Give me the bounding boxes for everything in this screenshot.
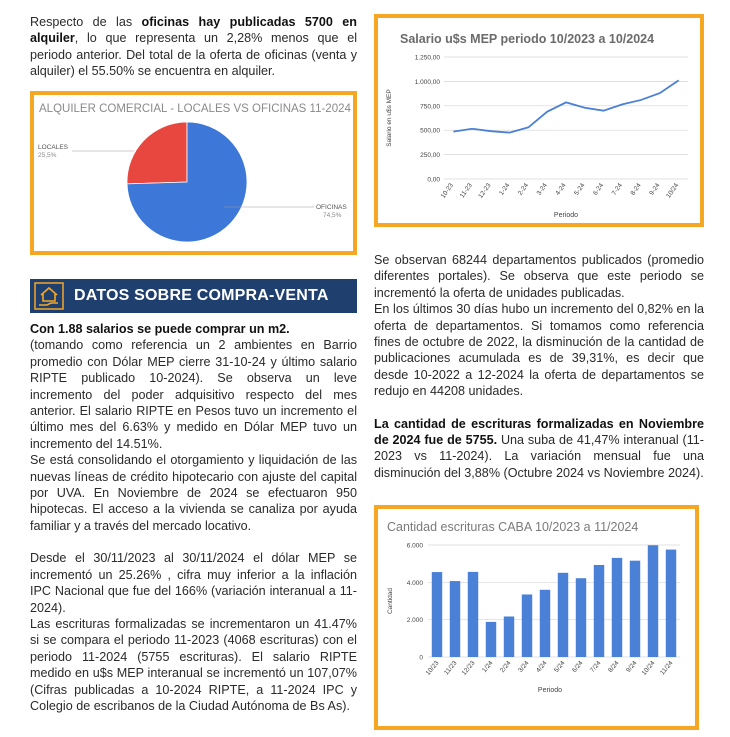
line-ytick-label: 1.000,00 [414,78,440,86]
bar-xtick-label: 8/24 [607,659,621,674]
left-body-text [30,321,357,714]
intro-text-pre: Respecto de las [30,15,142,29]
bar-7-24 [594,565,604,657]
intro-text-bold: oficinas hay publicadas 5700 en alquiler [30,15,357,46]
bar-10-24 [648,545,658,657]
right-paragraph-2: En los últimos 30 días hubo un incremento del 0,82% en la oferta de departamentos. Si tomamos como referencia fines de octubre de 2022, la disminución de la cantidad de publicaciones acumulada es de 39,31%, es decir que desde 10-2022 a 12-2024 la oferta de departamentos se redujo en 44208 unidades. [374,302,704,399]
bar-xtick-label: 6/24 [571,659,585,674]
bar-xtick-label: 4/24 [535,659,549,674]
bar-chart [378,509,695,726]
bar-xtick-label: 12/23 [460,659,477,677]
pie-value-oficinas: 74,5% [323,212,342,219]
pie-chart-title: ALQUILER COMERCIAL - LOCALES VS OFICINAS 11-2024 [39,103,351,115]
right-paragraph-3-rest: Una suba de 41,47% interanual (11-2023 vs 11-2024). La variación mensual fue una disminución del 3,88% (Octubre 2024 vs Noviembre 2024). [374,433,704,480]
line-series [453,80,678,132]
line-xtick-label: 11-23 [458,182,474,200]
bar-1-24 [486,622,496,657]
line-ytick-label: 500,00 [420,127,440,135]
line-xtick-label: 4-24 [554,182,568,197]
right-body-text [374,252,704,481]
bar-9-24 [630,561,640,657]
left-paragraph-2: Se está consolidando el otorgamiento y liquidación de las nuevas líneas de crédito hipotecario con ajuste del capital por UVA. En Noviembre de 2024 se efectuaron 950 hipotecas. El acceso a la vivienda se canaliza por ayuda familiar y a través del mercado locativo. [30,453,357,533]
left-paragraph-1: (tomando como referencia un 2 ambientes en Barrio promedio con Dólar MEP cierre 31-10-24 y último salario RIPTE publicado 10-2024). Se observa un leve incremento del poder adquisitivo respecto del mes anterior. El salario RIPTE en Pesos tuvo un incremento el último mes del 6.63% y medido en Dólar MEP tuvo un incremento del 14.51%. [30,338,357,451]
bar-chart-frame [374,505,699,730]
line-xtick-label: 7-24 [610,182,624,197]
line-chart-frame [374,14,704,227]
pie-slice-locales [127,122,187,184]
bar-xtick-label: 2/24 [499,659,513,674]
right-paragraph-1: Se observan 68244 departamentos publicados (promedio diferentes portales). Se observa que este periodo se incrementó la oferta de unidades publicadas. [374,253,704,300]
bar-ytick-label: 0 [419,654,423,662]
pie-chart [34,95,353,251]
pie-value-locales: 25,5% [38,152,57,159]
bar-xtick-label: 9/24 [625,659,639,674]
line-xtick-label: 12-23 [477,182,493,200]
bar-xtick-label: 11/24 [659,659,675,677]
house-hand-icon [30,279,68,313]
line-ytick-label: 250,00 [420,152,440,160]
line-xtick-label: 6-24 [591,182,606,197]
line-ytick-label: 1.250,00 [414,54,440,62]
section-banner [30,279,357,313]
bar-xtick-label: 10/23 [424,659,441,677]
bar-ytick-label: 6.000 [406,542,423,550]
line-chart [378,18,700,223]
bar-xtick-label: 1/24 [481,659,495,674]
right-paragraph-3-bold: La cantidad de escrituras formalizadas en Noviembre de 2024 fue de 5755. [374,416,704,448]
bar-chart-title: Cantidad escrituras CABA 10/2023 a 11/2024 [387,520,639,534]
line-xtick-label: 8-24 [629,182,643,197]
section-banner-title: DATOS SOBRE COMPRA-VENTA [74,287,329,304]
bar-xtick-label: 5/24 [553,659,567,674]
line-xtick-label: 9-24 [648,182,662,197]
bar-xtick-label: 11/23 [443,659,459,677]
line-chart-title: Salario u$s MEP periodo 10/2023 a 10/2024 [400,32,655,46]
bar-xtick-label: 7/24 [589,659,603,674]
bar-ytick-label: 4.000 [406,579,423,587]
left-paragraph-3: Desde el 30/11/2023 al 30/11/2024 el dólar MEP se incrementó un 25.26% , cifra muy inferior a la inflación IPC Nacional que fue del 166% (variación interanual a 11-2024). [30,551,357,615]
bar-ytick-label: 2.000 [406,617,423,625]
bar-8-24 [612,558,622,657]
intro-text-comma: , [74,31,79,46]
bar-10-23 [432,572,442,657]
bar-12-23 [468,572,478,657]
bar-xtick-label: 10/24 [640,659,657,677]
intro-paragraph [30,14,357,80]
left-paragraph-4: Las escrituras formalizadas se incrementaron un 41.47% si se compara el periodo 11-2023 (4068 escrituras) con el periodo 11-2024 (5755 escrituras). El salario RIPTE medido en u$s MEP interanual se incrementó un 107,07% (Cifras publicadas a 10-2024 RIPTE, a 11-2024 IPC y Colegio de escribanos de la Ciudad Autónoma de Bs As). [30,616,357,713]
bar-6-24 [576,578,586,657]
line-xtick-label: 3-24 [535,182,549,197]
pie-label-locales: LOCALES [38,144,68,151]
bar-4-24 [540,590,550,657]
bar-11-24 [666,550,676,657]
bar-yaxis-label: Cantidad [387,587,394,615]
left-heading: Con 1.88 salarios se puede comprar un m2. [30,322,290,336]
bar-11-23 [450,581,460,657]
pie-label-oficinas: OFICINAS [316,204,347,211]
line-xtick-label: 2-24 [516,182,531,197]
line-xtick-label: 1-24 [498,182,512,197]
bar-xaxis-label: Periodo [537,687,563,694]
line-yaxis-label: Salario en u$s MEP [386,89,393,147]
bar-3-24 [522,594,532,657]
line-xtick-label: 5-24 [573,182,587,197]
bar-5-24 [558,573,568,657]
line-xtick-label: 10/24 [665,182,681,200]
bar-2-24 [504,616,514,657]
intro-text-rest: lo que representa un 2,28% menos que el periodo anterior. Del total de la oferta de oficinas (venta y alquiler) el 55.50% se encuentra en alquiler. [30,31,357,79]
line-ytick-label: 0,00 [427,176,440,184]
line-ytick-label: 750,00 [420,103,440,111]
bar-xtick-label: 3/24 [517,659,531,674]
pie-chart-frame [30,91,357,255]
right-paragraph-3 [374,416,704,482]
line-xtick-label: 10-23 [439,182,456,200]
line-xaxis-label: Periodo [553,212,579,219]
